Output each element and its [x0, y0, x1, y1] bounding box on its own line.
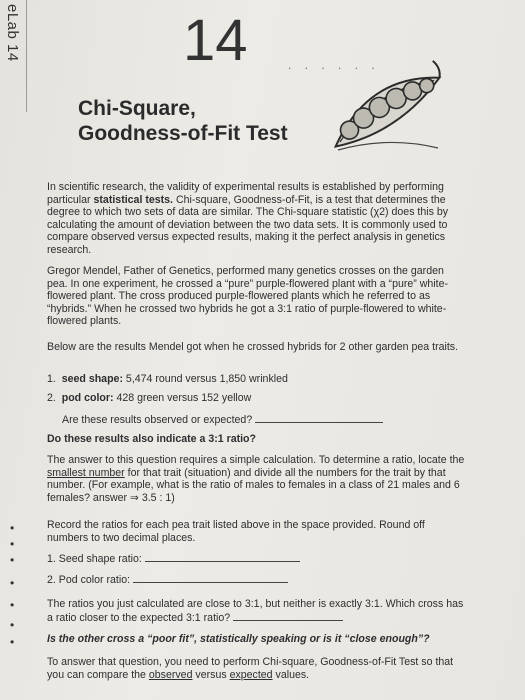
closer-ratio-blank[interactable] [233, 611, 343, 621]
statistical-tests-term: statistical tests. [93, 193, 174, 206]
smallest-number-term: smallest number [47, 466, 125, 479]
page-title-line-2: Goodness-of-Fit Test [78, 122, 288, 145]
record-instructions: Record the ratios for each pea trait listed above in the space provided. Round off numbers to two decimal places. [47, 519, 425, 544]
intro-text: In scientific research, the validity of experimental results is established by performing particular [47, 181, 444, 206]
side-tab [0, 0, 27, 112]
seed-shape-ratio-line: 1. Seed shape ratio: [47, 552, 465, 566]
answer-blank[interactable] [255, 413, 383, 423]
margin-bullet: • [10, 576, 15, 590]
margin-bullet: • [10, 618, 15, 632]
seed-ratio-blank[interactable] [145, 552, 300, 562]
margin-bullet: • [10, 635, 15, 649]
margin-bullet: • [10, 553, 15, 567]
intro-paragraph [47, 181, 465, 257]
closer-ratio-question: The ratios you just calculated are close to 3:1, but neither is exactly 3:1. Which cross has a ratio closer to the expected 3:1 ratio? [47, 598, 464, 624]
pea-pod-illustration [318, 58, 458, 168]
list-item-pod-color: 2. pod color: 428 green versus 152 yellow [47, 392, 252, 404]
side-tab-label: eLab 14 [4, 4, 21, 62]
lab-number: 14 [183, 8, 248, 73]
chi-square-instructions: To answer that question, you need to perform Chi-square, Goodness-of-Fit Test so that you can compare the observed versus expected values. [47, 656, 454, 681]
dotted-leader: . . . . . . [288, 58, 380, 72]
observed-question: Are these results observed or expected? [62, 413, 480, 427]
margin-bullet: • [10, 537, 15, 551]
page-title-line-1: Chi-Square, [78, 97, 196, 120]
ratio-question: Do these results also indicate a 3:1 ratio? [47, 433, 256, 445]
results-intro: Below are the results Mendel got when he crossed hybrids for 2 other garden pea traits. [47, 341, 459, 353]
pod-ratio-blank[interactable] [133, 573, 288, 583]
margin-bullet: • [10, 521, 15, 535]
list-item-seed-shape: 1. seed shape: 5,474 round versus 1,850 wrinkled [47, 373, 288, 385]
ratio-instructions: The answer to this question requires a simple calculation. To determine a ratio, locate the smallest number for that trait (situation) and divide all the numbers for the trait by that number. (For example, what is the ratio of males to females in a class of 21 males and 6 females? answer ⇒ 3.5 : 1) [47, 454, 465, 504]
poor-fit-question: Is the other cross a “poor fit”, statistically speaking or is it “close enough”? [47, 633, 430, 645]
pod-color-ratio-line: 2. Pod color ratio: [47, 573, 465, 587]
margin-bullet: • [10, 598, 15, 612]
mendel-paragraph: Gregor Mendel, Father of Genetics, performed many genetics crosses on the garden pea. In one experiment, he crossed a “pure” purple-flowered plant with a “pure” white-flowered plant. The cross produced purple-flowered plants which he referred to as “hybrids.” When he crossed two hybrids he got a 3:1 ratio of purple-flowered to white-flowered plants. [47, 265, 449, 328]
intro-text-cont: Chi-square, Goodness-of-Fit, is a test that determines the degree to which two sets of data are similar. The Chi-square statistic (χ2) does this by calculating the amount of deviation between the two data sets. It is commonly used to compare observed versus expected results, making it the perfect analysis in genetics research. [47, 193, 449, 256]
